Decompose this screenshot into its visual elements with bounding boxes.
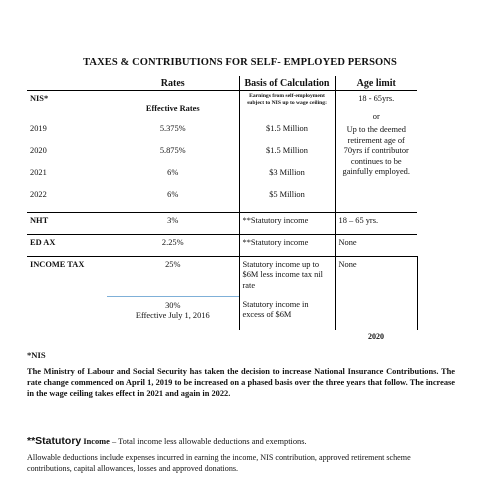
income-tax-label: INCOME TAX [30, 259, 85, 269]
table-header-row [27, 76, 417, 91]
nis-ceiling: $1.5 Million [239, 146, 335, 168]
income-tax-row [27, 256, 417, 296]
nis-year: 2020 [30, 146, 47, 155]
statutory-definition-text: – Total income less allowable deductions and exemptions. [111, 437, 307, 446]
nht-row [27, 212, 417, 234]
nis-rate: 5.375% [107, 124, 239, 146]
tax-table [27, 76, 418, 330]
nis-year: 2019 [30, 124, 47, 133]
nis-basis-note: Earnings from self-employment subject to NIS up to wage ceiling: [247, 93, 327, 106]
nis-age-alt: Up to the deemed retirement age of 70yrs if contributor continues to be gainfully employed. [342, 125, 410, 176]
edax-basis: **Statutory income [239, 234, 335, 256]
edax-label: ED AX [27, 234, 107, 256]
nis-rate: 6% [107, 190, 239, 212]
page-title: TAXES & CONTRIBUTIONS FOR SELF- EMPLOYED PERSONS [83, 57, 397, 68]
income-tax-rate-2-note: Effective July 1, 2016 [135, 310, 210, 320]
edax-rate: 2.25% [107, 234, 239, 256]
nis-year: 2022 [30, 190, 47, 199]
statutory-prefix: **Statutory [27, 435, 82, 447]
income-tax-basis: Statutory income up to $6M less income tax nil rate [239, 256, 335, 296]
nht-age: 18 – 65 yrs. [335, 212, 417, 234]
nis-section-heading: *NIS [27, 350, 46, 360]
edax-age: None [335, 234, 417, 256]
nis-ceiling: $3 Million [239, 168, 335, 190]
nis-ceiling: $1.5 Million [239, 124, 335, 146]
income-tax-rate: 25% [107, 256, 239, 296]
year-note: 2020 [368, 332, 384, 341]
nht-label: NHT [27, 212, 107, 234]
income-tax-basis-2: Statutory income in excess of $6M [239, 296, 335, 330]
nis-row [27, 91, 417, 125]
edax-row [27, 234, 417, 256]
nht-basis: **Statutory income [239, 212, 335, 234]
nis-section-paragraph: The Ministry of Labour and Social Security has taken the decision to increase National Insurance Contributions. The rate change commenced on April 1, 2019 to be increased on a phased basis over the three years that follow. The increase in the wage ceiling takes effect in 2021 and again in 2022. [27, 367, 455, 398]
nis-effective-rates: Effective Rates [107, 91, 239, 125]
nis-rate: 5.875% [107, 146, 239, 168]
nis-age-or: or [372, 111, 380, 121]
nis-year: 2021 [30, 168, 47, 177]
nis-age-main: 18 - 65yrs. [358, 94, 395, 103]
header-basis: Basis of Calculation [239, 76, 335, 91]
header-rates: Rates [107, 76, 239, 91]
statutory-definition [27, 435, 307, 447]
income-tax-age: None [335, 256, 417, 330]
nis-rate: 6% [107, 168, 239, 190]
income-tax-rate-2: 30% [165, 300, 181, 310]
header-age: Age limit [356, 78, 396, 89]
nht-rate: 3% [107, 212, 239, 234]
statutory-label: Income [83, 437, 110, 446]
statutory-paragraph: Allowable deductions include expenses incurred in earning the income, NIS contribution, approved retirement scheme contributions, capital allowances, losses and approved donations. [27, 453, 411, 473]
nis-ceiling: $5 Million [239, 190, 335, 212]
nis-label: NIS* [27, 91, 107, 125]
